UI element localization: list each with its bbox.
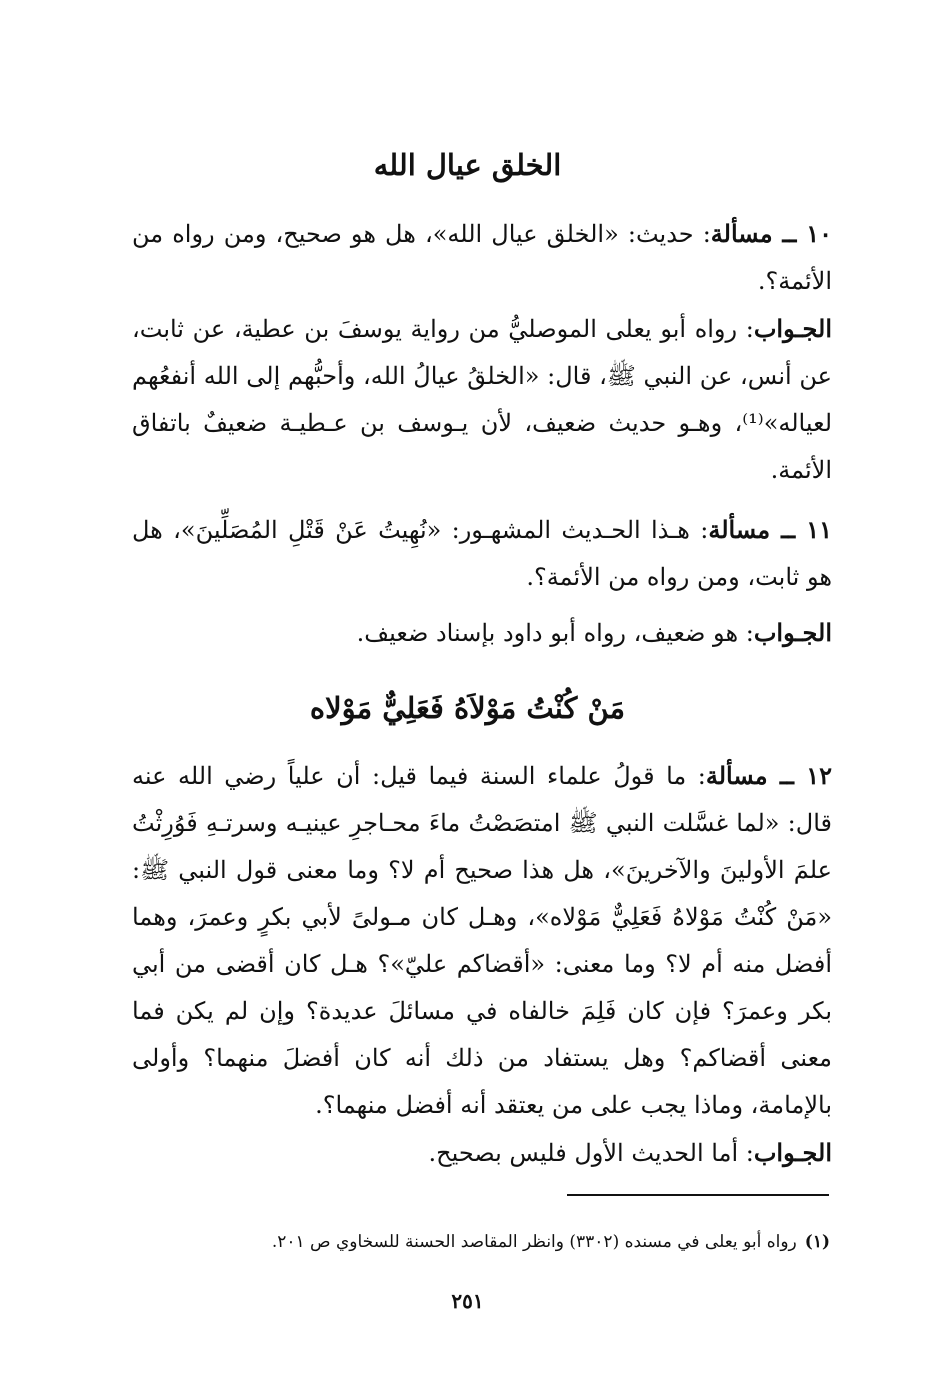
page-number: ٢٥١ [451, 1289, 484, 1313]
answer-12-text: : أما الحديث الأول فليس بصحيح. [428, 1139, 754, 1167]
answer-11-text: : هو ضعيف، رواه أبو داود بإسناد ضعيف. [356, 619, 754, 647]
question-10 [132, 210, 832, 305]
answer-11-label: الجـواب [753, 618, 832, 647]
footnote-number: (١) [804, 1232, 830, 1252]
question-12-label: ١٢ ــ مسألة [705, 761, 832, 790]
section-heading-creation: الخلق عيال الله [373, 148, 562, 182]
answer-11 [132, 609, 832, 657]
question-11 [132, 506, 832, 601]
question-12-text: : ما قولُ علماء السنة فيما قيل: أن علياً رضي الله عنه قال: «لما غسَّلت النبي ﷺ امتصَصْتُ ماءَ محـاجرِ عينيـه وسرتـهِ فَوُرِثْتُ علمَ الأولينَ والآخرينَ»، هل هذا صحيح أم لا؟ وما معنى قول النبي ﷺ: «مَنْ كُنْتُ مَوْلاهُ فَعَلِيٌّ مَوْلاه»، وهـل كان مـولىً لأبي بكرٍ وعمرَ، وهما أفضل منه أم لا؟ وما معنى: «أقضاكم عليّ»؟ هـل كان أقضى من أبي بكر وعمرَ؟ فإن كان فَلِمَ خالفاه في مسائلَ عديدة؟ وإن لم يكن فما معنى أقضاكم؟ وهل يستفاد من ذلك أنه كان أفضلَ منهما؟ وأولى بالإمامة، وماذا يجب على من يعتقد أنه أفضل منهما؟. [132, 762, 833, 1119]
question-10-text: : حديث: «الخلق عيال الله»، هل هو صحيح، ومن رواه من الأئمة؟. [132, 220, 832, 295]
footnote-separator [567, 1194, 829, 1196]
question-12 [132, 752, 832, 1129]
question-10-label: ١٠ ــ مسألة [710, 219, 833, 248]
answer-10-text: : رواه أبو يعلى الموصليُّ من رواية يوسفَ بن عطية، عن ثابت، عن أنس، عن النبي ﷺ، قال: «الخلقُ عيالُ الله، وأحبُّهم إلى الله أنفعُهم لعياله»⁽¹⁾، وهـو حديث ضعيف، لأن يـوسف بن عـطيـة ضعيفٌ باتفاق الأئمة. [132, 315, 832, 484]
section-heading-mawla: مَنْ كُنْتُ مَوْلاَهُ فَعَلِيٌّ مَوْلاه [309, 691, 626, 725]
footnote-1 [100, 1229, 830, 1255]
answer-12 [132, 1129, 832, 1177]
question-11-text: : هـذا الحـديث المشهـور: «نُهِيتُ عَنْ قَتْلِ المُصَلِّينَ»، هل هو ثابت، ومن رواه من الأئمة؟. [132, 516, 832, 591]
answer-10-label: الجـواب [753, 314, 832, 343]
answer-10 [132, 305, 832, 494]
question-11-label: ١١ ــ مسألة [708, 515, 833, 544]
footnote-text: رواه أبو يعلى في مسنده (٣٣٠٢) وانظر المقاصد الحسنة للسخاوي ص ٢٠١. [271, 1232, 797, 1252]
answer-12-label: الجـواب [753, 1138, 832, 1167]
